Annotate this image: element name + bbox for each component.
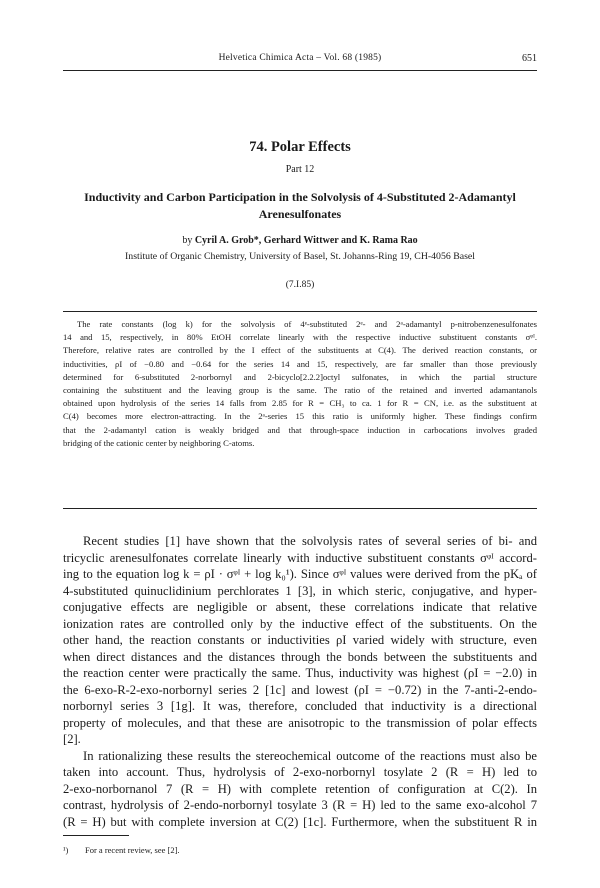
body-line: [2]. — [63, 732, 81, 746]
abstract-line: C(4) becomes more electron-attracting. In the 2ᵃ-series 15 this ratio is uniformly higher. These findings confirm — [63, 411, 537, 422]
affiliation: Institute of Organic Chemistry, University of Basel, St. Johanns-Ring 19, CH-4056 Basel — [125, 251, 475, 262]
body-line: ionization rates are controlled only by the inductive effect of the substituents. On the — [63, 616, 537, 631]
abstract — [63, 318, 537, 450]
running-header — [63, 53, 537, 67]
abstract-line: determined for 6-substituted 2-norbornyl and 2-bicyclo[2.2.2]octyl sulfonates, in which the partial structure — [63, 371, 537, 382]
body-line: conjugative effects are negligible or absent, these correlations indicate that relative — [63, 600, 537, 614]
abstract-line: 14 and 15, respectively, in 80% EtOH correlate linearly with the respective inductive substituent constants σᵠᴵ. — [63, 332, 537, 343]
abstract-line: obtained upon hydrolysis of the series 14 falls from 2.85 for R = CH₃ to ca. 1 for R = CN, i.e. as the substituent at — [63, 398, 537, 409]
footnote-text: For a recent review, see [2]. — [85, 845, 180, 855]
footnote-rule — [63, 835, 129, 836]
body-line: the reaction center were practically the same. Thus, inductivity was highest (ρI = −2.0) in — [63, 666, 537, 680]
body-line: when direct distances and the distances through the bonds between the substituents and — [63, 649, 537, 664]
body-text — [63, 533, 537, 830]
body-line: taken into account. Thus, hydrolysis of 2-exo-norbornyl tosylate 2 (R = H) led to — [63, 765, 537, 779]
abstract-line: that the 2-adamantyl cation is weakly bridged and that through-space induction in carbocations involves graded — [63, 424, 537, 435]
author-names: Cyril A. Grob*, Gerhard Wittwer and K. Rama Rao — [194, 235, 418, 246]
body-line: tricyclic arenesulfonates correlate linearly with inductive substituent constants σᵠᴵ accord- — [63, 550, 537, 565]
page-number: 651 — [522, 53, 537, 64]
body-line: In rationalizing these results the stereochemical outcome of the reactions must also be — [83, 748, 537, 763]
body-line: property of molecules, and that these are anisotropic to the transmission of polar effects — [63, 715, 537, 730]
footnote — [63, 845, 180, 855]
body-line: 2-exo-norbornanol 7 (R = H) with complete retention of configuration at C(2). In — [63, 781, 537, 796]
journal-name: Helvetica Chimica Acta – Vol. 68 (1985) — [218, 53, 382, 63]
footnote-marker: ¹) — [63, 845, 69, 855]
body-line: 4-substituted quinuclidinium perchlorates 1 [3], in which steric, conjugative, and hyper- — [63, 583, 537, 598]
body-line: ing to the equation log k = ρI · σᵠᴵ + log k₀¹). Since σᵠᴵ values were derived from the pKₐ of — [63, 567, 537, 581]
abstract-line: containing the substituent and the leaving group is the same. The ratio of the retained and inverted adamantanols — [63, 385, 537, 396]
received-date: (7.I.85) — [285, 280, 315, 290]
subtitle-line: Arenesulfonates — [258, 207, 342, 221]
abstract-rule-top — [63, 311, 537, 312]
article-subtitle — [63, 189, 537, 223]
abstract-line: bridging of the cationic center by neighboring C-atoms. — [63, 437, 255, 448]
body-line: other hand, the reaction constants or inductivities ρI varied widely with structure, even — [63, 633, 537, 647]
body-line: norbornyl series 3 [1g]. It was, therefore, concluded that inductivity is a directional — [63, 699, 537, 713]
abstract-line: inductivities, ρI of −0.80 and −0.64 for the series 14 and 15, respectively, are far smaller than those previously — [63, 358, 537, 369]
abstract-line: Therefore, relative rates are controlled by the I effect of the substituents at C(4). The derived reaction constants, or — [63, 345, 537, 356]
abstract-line: The rate constants (log k) for the solvolysis of 4ᵉ-substituted 2ᵉ- and 2ᵃ-adamantyl p-nitrobenzenesulfonates — [77, 319, 537, 329]
abstract-rule-bottom — [63, 508, 537, 509]
body-line: Recent studies [1] have shown that the solvolysis rates of several series of bi- and — [83, 534, 537, 548]
body-line: contrast, hydrolysis of 2-endo-norbornyl tosylate 3 (R = H) led to the same exo-alcohol 7 — [63, 798, 537, 812]
article-part: Part 12 — [285, 164, 315, 175]
author-line — [63, 235, 537, 246]
body-line: the 6-exo-R-2-exo-norbornyl series 2 [1c] and lowest (ρI = −0.72) in the 7-anti-2-endo- — [63, 682, 537, 697]
article-title: 74. Polar Effects — [249, 139, 351, 155]
subtitle-line: Inductivity and Carbon Participation in the Solvolysis of 4-Substituted 2-Adamantyl — [84, 190, 516, 204]
header-rule — [63, 70, 537, 71]
body-line: (R = H) but with complete inversion at C(2) [1c]. Furthermore, when the substituent R in — [63, 814, 537, 829]
by-prefix: by — [182, 235, 195, 246]
